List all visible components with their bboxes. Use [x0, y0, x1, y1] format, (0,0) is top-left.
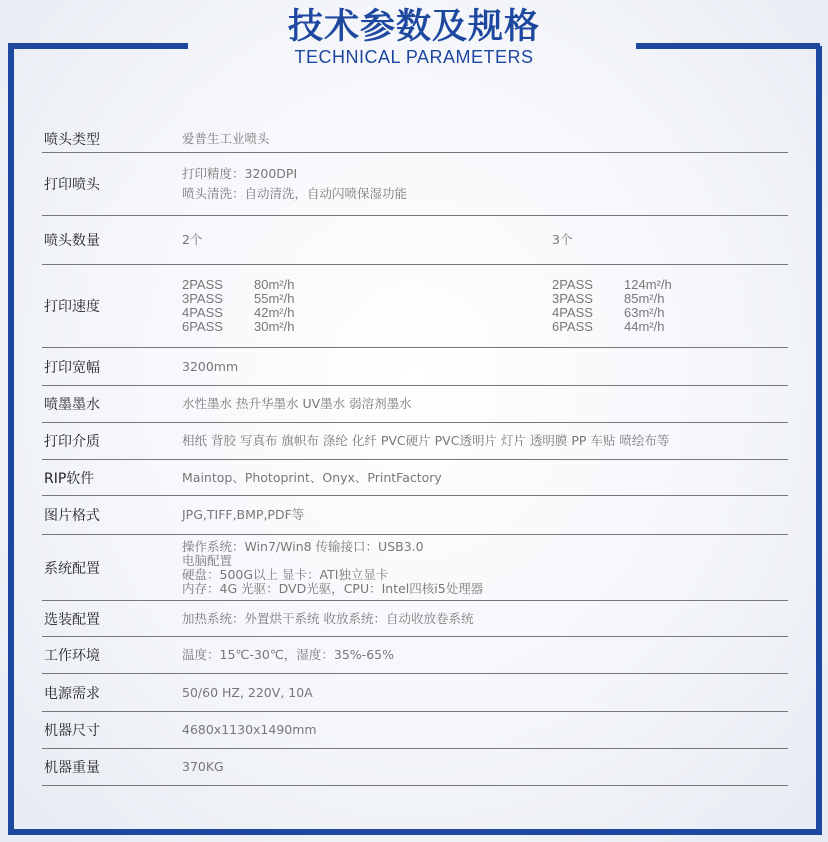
- spec-label: 喷墨墨水: [44, 397, 100, 413]
- spec-label: 工作环境: [44, 648, 100, 664]
- spec-value: 加热系统：外置烘干系统 收放系统：自动收放卷系统: [182, 610, 474, 626]
- page-title: 技术参数及规格: [287, 7, 540, 47]
- spec-value: JPG,TIFF,BMP,PDF等: [182, 507, 305, 522]
- nozzle-count-col1: 2个: [182, 232, 203, 247]
- spec-value: 温度：15℃-30℃，湿度：35%-65%: [182, 647, 394, 662]
- spec-row-environment: [42, 637, 788, 674]
- spec-row-print-width: [42, 348, 788, 386]
- speed-item: 6PASS 30m²/h: [182, 319, 295, 334]
- spec-label: 喷头类型: [44, 131, 100, 148]
- spec-value: 370KG: [182, 759, 224, 774]
- speed-item: 4PASS 63m²/h: [552, 305, 665, 320]
- spec-row-options: [42, 601, 788, 637]
- spec-value: [182, 233, 782, 247]
- spec-row-print-head: [42, 153, 788, 216]
- spec-value: [182, 278, 782, 334]
- page-subtitle: TECHNICAL PARAMETERS: [294, 47, 534, 67]
- nozzle-count-col2: 3个: [552, 232, 573, 247]
- system-memory: 内存：4G 光驱：DVD光驱，CPU：Intel四核i5处理器: [182, 580, 484, 596]
- speed-col1: [182, 278, 552, 334]
- spec-value: [182, 540, 483, 596]
- spec-value: [182, 164, 407, 204]
- speed-col2: [552, 278, 672, 334]
- spec-value: Maintop、Photoprint、Onyx、PrintFactory: [182, 469, 442, 485]
- spec-label: 打印速度: [44, 299, 100, 315]
- spec-label: 电源需求: [44, 685, 100, 702]
- spec-value: 水性墨水 热升华墨水 UV墨水 弱溶剂墨水: [182, 396, 412, 411]
- system-pc: 电脑配置: [182, 552, 233, 568]
- spec-table: [42, 125, 788, 786]
- spec-label: 图片格式: [44, 508, 100, 524]
- spec-label: 机器重量: [44, 760, 100, 776]
- spec-label: RIP软件: [44, 470, 95, 487]
- spec-value: 爱普生工业喷头: [182, 130, 270, 146]
- spec-label: 系统配置: [44, 560, 100, 577]
- speed-item: 3PASS 85m²/h: [552, 291, 665, 306]
- spec-label: 打印宽幅: [44, 359, 100, 376]
- spec-label: 机器尺寸: [44, 723, 100, 739]
- spec-label: 喷头数量: [44, 233, 100, 249]
- spec-value: 3200mm: [182, 358, 239, 374]
- speed-item: 4PASS 42m²/h: [182, 305, 295, 320]
- spec-label: 选装配置: [44, 611, 100, 628]
- spec-label: 打印介质: [44, 434, 100, 450]
- spec-row-print-speed: [42, 265, 788, 348]
- spec-value: 50/60 HZ, 220V, 10A: [182, 684, 313, 700]
- spec-row-nozzle-count: [42, 216, 788, 265]
- spec-label: 打印喷头: [44, 177, 100, 193]
- spec-value: 4680x1130x1490mm: [182, 722, 317, 737]
- spec-row-media: [42, 423, 788, 460]
- spec-row-size: [42, 712, 788, 749]
- spec-row-power: [42, 674, 788, 712]
- spec-row-system: [42, 535, 788, 601]
- print-precision: 打印精度：3200DPI: [182, 166, 298, 181]
- nozzle-cleaning: 喷头清洗：自动清洗，自动闪喷保湿功能: [182, 186, 408, 201]
- spec-row-ink: [42, 386, 788, 423]
- system-os: 操作系统：Win7/Win8 传输接口：USB3.0: [182, 538, 424, 554]
- speed-item: 3PASS 55m²/h: [182, 291, 295, 306]
- system-disk: 硬盘：500G以上 显卡：ATI独立显卡: [182, 566, 389, 582]
- spec-row-rip: [42, 460, 788, 496]
- speed-item: 6PASS 44m²/h: [552, 319, 665, 334]
- spec-row-image-format: [42, 496, 788, 535]
- spec-row-nozzle-type: [42, 125, 788, 153]
- speed-item: 2PASS 124m²/h: [552, 277, 672, 292]
- speed-item: 2PASS 80m²/h: [182, 277, 295, 292]
- spec-value: 相纸 背胶 写真布 旗帜布 涤纶 化纤 PVC硬片 PVC透明片 灯片 透明膜 PP 车贴 喷绘布等: [182, 433, 670, 448]
- spec-row-weight: [42, 749, 788, 786]
